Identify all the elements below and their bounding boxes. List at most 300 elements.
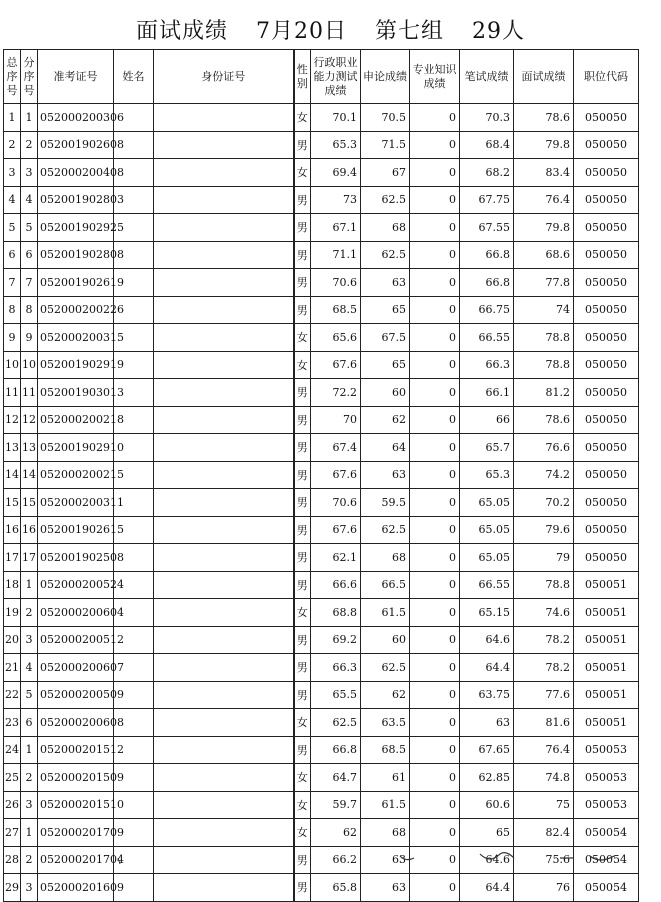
essay-score-cell: 64 — [361, 434, 410, 462]
table-row — [4, 159, 639, 187]
total-seq-cell: 5 — [4, 214, 21, 242]
table-row — [4, 489, 639, 517]
position-code-cell: 050050 — [574, 434, 639, 462]
id-number-cell — [154, 681, 294, 709]
total-seq-cell: 26 — [4, 791, 21, 819]
aptitude-score-cell: 71.1 — [311, 241, 361, 269]
gender-cell: 男 — [294, 626, 311, 654]
written-score-cell: 67.75 — [460, 186, 514, 214]
table-row — [4, 626, 639, 654]
total-seq-cell: 22 — [4, 681, 21, 709]
gender-cell: 男 — [294, 241, 311, 269]
exam-id-cell: 052000200311 — [38, 489, 114, 517]
exam-id-cell: 052001902508 — [38, 544, 114, 572]
written-score-cell: 64.4 — [460, 874, 514, 902]
position-code-cell: 050050 — [574, 269, 639, 297]
written-score-cell: 66 — [460, 406, 514, 434]
written-score-cell: 67.55 — [460, 214, 514, 242]
written-score-cell: 66.3 — [460, 351, 514, 379]
table-row — [4, 764, 639, 792]
gender-cell: 男 — [294, 131, 311, 159]
gender-cell: 男 — [294, 874, 311, 902]
exam-id-cell: 052000200408 — [38, 159, 114, 187]
total-seq-cell: 11 — [4, 379, 21, 407]
sub-seq-cell: 2 — [21, 599, 38, 627]
exam-id-cell: 052000201509 — [38, 764, 114, 792]
exam-id-cell: 052000200512 — [38, 626, 114, 654]
aptitude-score-cell: 68.5 — [311, 296, 361, 324]
position-code-cell: 050053 — [574, 791, 639, 819]
total-seq-cell: 6 — [4, 241, 21, 269]
essay-score-cell: 62 — [361, 681, 410, 709]
professional-score-cell: 0 — [410, 874, 460, 902]
id-number-cell — [154, 544, 294, 572]
aptitude-score-cell: 66.6 — [311, 571, 361, 599]
written-score-cell: 66.55 — [460, 571, 514, 599]
essay-score-cell: 61.5 — [361, 791, 410, 819]
aptitude-score-cell: 67.6 — [311, 461, 361, 489]
gender-cell: 男 — [294, 681, 311, 709]
id-number-cell — [154, 241, 294, 269]
aptitude-score-cell: 68.8 — [311, 599, 361, 627]
gender-cell: 女 — [294, 791, 311, 819]
sub-seq-cell: 14 — [21, 461, 38, 489]
essay-score-cell: 59.5 — [361, 489, 410, 517]
table-row — [4, 241, 639, 269]
professional-score-cell: 0 — [410, 379, 460, 407]
id-number-cell — [154, 434, 294, 462]
id-number-cell — [154, 764, 294, 792]
exam-id-cell: 052000200509 — [38, 681, 114, 709]
interview-score-cell: 78.8 — [514, 351, 574, 379]
id-number-cell — [154, 406, 294, 434]
aptitude-score-cell: 65.5 — [311, 681, 361, 709]
gender-cell: 女 — [294, 709, 311, 737]
essay-score-cell: 60 — [361, 626, 410, 654]
hdr-interview-score: 面试成绩 — [514, 50, 574, 104]
total-seq-cell: 15 — [4, 489, 21, 517]
id-number-cell — [154, 571, 294, 599]
essay-score-cell: 62.5 — [361, 186, 410, 214]
interview-score-cell: 77.8 — [514, 269, 574, 297]
sub-seq-cell: 3 — [21, 791, 38, 819]
professional-score-cell: 0 — [410, 819, 460, 847]
sub-seq-cell: 1 — [21, 571, 38, 599]
exam-id-cell: 052000200315 — [38, 324, 114, 352]
hdr-professional-score: 专业知识成绩 — [410, 50, 460, 104]
table-row — [4, 681, 639, 709]
table-header-row — [4, 50, 639, 104]
professional-score-cell: 0 — [410, 489, 460, 517]
aptitude-score-cell: 65.8 — [311, 874, 361, 902]
essay-score-cell: 62 — [361, 406, 410, 434]
exam-id-cell: 052000200218 — [38, 406, 114, 434]
interview-score-cell: 83.4 — [514, 159, 574, 187]
professional-score-cell: 0 — [410, 351, 460, 379]
gender-cell: 男 — [294, 269, 311, 297]
aptitude-score-cell: 59.7 — [311, 791, 361, 819]
id-number-cell — [154, 791, 294, 819]
essay-score-cell: 68.5 — [361, 736, 410, 764]
page-title — [0, 14, 661, 45]
total-seq-cell: 12 — [4, 406, 21, 434]
aptitude-score-cell: 70.6 — [311, 269, 361, 297]
position-code-cell: 050053 — [574, 736, 639, 764]
position-code-cell: 050050 — [574, 461, 639, 489]
sub-seq-cell: 1 — [21, 736, 38, 764]
position-code-cell: 050050 — [574, 296, 639, 324]
essay-score-cell: 62.5 — [361, 241, 410, 269]
sub-seq-cell: 1 — [21, 104, 38, 132]
interview-score-cell: 70.2 — [514, 489, 574, 517]
sub-seq-cell: 15 — [21, 489, 38, 517]
sub-seq-cell: 3 — [21, 159, 38, 187]
aptitude-score-cell: 67.6 — [311, 351, 361, 379]
position-code-cell: 050051 — [574, 681, 639, 709]
position-code-cell: 050051 — [574, 626, 639, 654]
sub-seq-cell: 17 — [21, 544, 38, 572]
essay-score-cell: 65 — [361, 296, 410, 324]
total-seq-cell: 13 — [4, 434, 21, 462]
written-score-cell: 68.2 — [460, 159, 514, 187]
professional-score-cell: 0 — [410, 736, 460, 764]
exam-id-cell: 052001902619 — [38, 269, 114, 297]
id-number-cell — [154, 324, 294, 352]
id-number-cell — [154, 874, 294, 902]
sub-seq-cell: 10 — [21, 351, 38, 379]
position-code-cell: 050050 — [574, 324, 639, 352]
total-seq-cell: 18 — [4, 571, 21, 599]
aptitude-score-cell: 73 — [311, 186, 361, 214]
aptitude-score-cell: 70 — [311, 406, 361, 434]
id-number-cell — [154, 159, 294, 187]
professional-score-cell: 0 — [410, 131, 460, 159]
table-row — [4, 736, 639, 764]
score-table — [3, 49, 639, 902]
exam-id-cell: 052001902910 — [38, 434, 114, 462]
essay-score-cell: 61.5 — [361, 599, 410, 627]
table-row — [4, 351, 639, 379]
written-score-cell: 60.6 — [460, 791, 514, 819]
essay-score-cell: 63 — [361, 846, 410, 874]
gender-cell: 女 — [294, 104, 311, 132]
professional-score-cell: 0 — [410, 461, 460, 489]
sub-seq-cell: 4 — [21, 186, 38, 214]
interview-score-cell: 74.8 — [514, 764, 574, 792]
interview-score-cell: 68.6 — [514, 241, 574, 269]
sub-seq-cell: 1 — [21, 819, 38, 847]
written-score-cell: 66.75 — [460, 296, 514, 324]
id-number-cell — [154, 516, 294, 544]
exam-id-cell: 052000201512 — [38, 736, 114, 764]
position-code-cell: 050054 — [574, 874, 639, 902]
sub-seq-cell: 8 — [21, 296, 38, 324]
interview-score-cell: 79.6 — [514, 516, 574, 544]
sub-seq-cell: 2 — [21, 131, 38, 159]
interview-score-cell: 74.6 — [514, 599, 574, 627]
total-seq-cell: 21 — [4, 654, 21, 682]
position-code-cell: 050050 — [574, 351, 639, 379]
exam-id-cell: 052000200215 — [38, 461, 114, 489]
table-row — [4, 599, 639, 627]
exam-id-cell: 052000200306 — [38, 104, 114, 132]
gender-cell: 女 — [294, 599, 311, 627]
exam-id-cell: 052000200604 — [38, 599, 114, 627]
gender-cell: 男 — [294, 379, 311, 407]
written-score-cell: 65.15 — [460, 599, 514, 627]
position-code-cell: 050050 — [574, 489, 639, 517]
aptitude-score-cell: 66.8 — [311, 736, 361, 764]
interview-score-cell: 76.4 — [514, 186, 574, 214]
table-row — [4, 131, 639, 159]
position-code-cell: 050050 — [574, 241, 639, 269]
id-number-cell — [154, 819, 294, 847]
gender-cell: 男 — [294, 516, 311, 544]
table-body — [4, 104, 639, 902]
interview-score-cell: 78.8 — [514, 571, 574, 599]
position-code-cell: 050051 — [574, 709, 639, 737]
table-row — [4, 791, 639, 819]
written-score-cell: 64.4 — [460, 654, 514, 682]
gender-cell: 男 — [294, 654, 311, 682]
written-score-cell: 63 — [460, 709, 514, 737]
exam-id-cell: 052000201709 — [38, 819, 114, 847]
total-seq-cell: 10 — [4, 351, 21, 379]
professional-score-cell: 0 — [410, 654, 460, 682]
sub-seq-cell: 2 — [21, 764, 38, 792]
hdr-essay-score: 申论成绩 — [361, 50, 410, 104]
interview-score-cell: 74 — [514, 296, 574, 324]
gender-cell: 女 — [294, 351, 311, 379]
sub-seq-cell: 6 — [21, 709, 38, 737]
gender-cell: 女 — [294, 324, 311, 352]
written-score-cell: 66.8 — [460, 269, 514, 297]
position-code-cell: 050054 — [574, 819, 639, 847]
essay-score-cell: 70.5 — [361, 104, 410, 132]
essay-score-cell: 63 — [361, 874, 410, 902]
written-score-cell: 65.7 — [460, 434, 514, 462]
written-score-cell: 68.4 — [460, 131, 514, 159]
sub-seq-cell: 7 — [21, 269, 38, 297]
total-seq-cell: 4 — [4, 186, 21, 214]
gender-cell: 男 — [294, 406, 311, 434]
written-score-cell: 65.3 — [460, 461, 514, 489]
professional-score-cell: 0 — [410, 709, 460, 737]
position-code-cell: 050051 — [574, 599, 639, 627]
position-code-cell: 050051 — [574, 571, 639, 599]
written-score-cell: 65.05 — [460, 489, 514, 517]
title-group: 第七组 — [375, 19, 445, 44]
table-row — [4, 379, 639, 407]
interview-score-cell: 78.6 — [514, 104, 574, 132]
professional-score-cell: 0 — [410, 406, 460, 434]
table-row — [4, 874, 639, 902]
table-row — [4, 709, 639, 737]
hdr-written-score: 笔试成绩 — [460, 50, 514, 104]
total-seq-cell: 14 — [4, 461, 21, 489]
professional-score-cell: 0 — [410, 544, 460, 572]
professional-score-cell: 0 — [410, 269, 460, 297]
hdr-aptitude-score: 行政职业能力测试成绩 — [311, 50, 361, 104]
essay-score-cell: 62.5 — [361, 654, 410, 682]
essay-score-cell: 66.5 — [361, 571, 410, 599]
professional-score-cell: 0 — [410, 626, 460, 654]
professional-score-cell: 0 — [410, 846, 460, 874]
position-code-cell: 050050 — [574, 544, 639, 572]
interview-score-cell: 78.2 — [514, 654, 574, 682]
written-score-cell: 70.3 — [460, 104, 514, 132]
table-row — [4, 461, 639, 489]
professional-score-cell: 0 — [410, 296, 460, 324]
written-score-cell: 65 — [460, 819, 514, 847]
id-number-cell — [154, 351, 294, 379]
hdr-id-number: 身份证号 — [154, 50, 294, 104]
written-score-cell: 67.65 — [460, 736, 514, 764]
sub-seq-cell: 3 — [21, 626, 38, 654]
sub-seq-cell: 12 — [21, 406, 38, 434]
exam-id-cell: 052001902919 — [38, 351, 114, 379]
interview-score-cell: 75 — [514, 791, 574, 819]
essay-score-cell: 61 — [361, 764, 410, 792]
hdr-gender: 性别 — [294, 50, 311, 104]
professional-score-cell: 0 — [410, 104, 460, 132]
id-number-cell — [154, 654, 294, 682]
interview-score-cell: 79 — [514, 544, 574, 572]
exam-id-cell: 052000201609 — [38, 874, 114, 902]
gender-cell: 男 — [294, 544, 311, 572]
id-number-cell — [154, 131, 294, 159]
aptitude-score-cell: 70.6 — [311, 489, 361, 517]
written-score-cell: 66.55 — [460, 324, 514, 352]
essay-score-cell: 63 — [361, 269, 410, 297]
written-score-cell: 64.6 — [460, 846, 514, 874]
exam-id-cell: 052000200226 — [38, 296, 114, 324]
aptitude-score-cell: 65.6 — [311, 324, 361, 352]
position-code-cell: 050050 — [574, 516, 639, 544]
essay-score-cell: 68 — [361, 214, 410, 242]
interview-score-cell: 76.4 — [514, 736, 574, 764]
position-code-cell: 050050 — [574, 406, 639, 434]
interview-score-cell: 81.6 — [514, 709, 574, 737]
professional-score-cell: 0 — [410, 681, 460, 709]
essay-score-cell: 71.5 — [361, 131, 410, 159]
table-row — [4, 296, 639, 324]
gender-cell: 男 — [294, 214, 311, 242]
professional-score-cell: 0 — [410, 434, 460, 462]
exam-id-cell: 052000200524 — [38, 571, 114, 599]
table-row — [4, 654, 639, 682]
professional-score-cell: 0 — [410, 571, 460, 599]
exam-id-cell: 052001902608 — [38, 131, 114, 159]
sub-seq-cell: 6 — [21, 241, 38, 269]
position-code-cell: 050050 — [574, 159, 639, 187]
sub-seq-cell: 5 — [21, 214, 38, 242]
interview-score-cell: 76.6 — [514, 434, 574, 462]
title-date: 7月20日 — [256, 19, 347, 44]
aptitude-score-cell: 66.2 — [311, 846, 361, 874]
essay-score-cell: 63.5 — [361, 709, 410, 737]
hdr-name: 姓名 — [114, 50, 154, 104]
total-seq-cell: 1 — [4, 104, 21, 132]
professional-score-cell: 0 — [410, 214, 460, 242]
id-number-cell — [154, 626, 294, 654]
table-row — [4, 269, 639, 297]
id-number-cell — [154, 379, 294, 407]
hdr-exam-id: 准考证号 — [38, 50, 114, 104]
aptitude-score-cell: 65.3 — [311, 131, 361, 159]
sub-seq-cell: 16 — [21, 516, 38, 544]
total-seq-cell: 3 — [4, 159, 21, 187]
exam-id-cell: 052001902925 — [38, 214, 114, 242]
table-row — [4, 571, 639, 599]
id-number-cell — [154, 186, 294, 214]
interview-score-cell: 76 — [514, 874, 574, 902]
total-seq-cell: 29 — [4, 874, 21, 902]
exam-id-cell: 052001903013 — [38, 379, 114, 407]
aptitude-score-cell: 62 — [311, 819, 361, 847]
position-code-cell: 050050 — [574, 131, 639, 159]
essay-score-cell: 68 — [361, 544, 410, 572]
essay-score-cell: 65 — [361, 351, 410, 379]
title-count: 29人 — [472, 19, 526, 44]
professional-score-cell: 0 — [410, 241, 460, 269]
total-seq-cell: 28 — [4, 846, 21, 874]
interview-score-cell: 79.8 — [514, 131, 574, 159]
table-row — [4, 544, 639, 572]
table-row — [4, 214, 639, 242]
id-number-cell — [154, 461, 294, 489]
hdr-sub-seq: 分序号 — [21, 50, 38, 104]
total-seq-cell: 20 — [4, 626, 21, 654]
written-score-cell: 63.75 — [460, 681, 514, 709]
id-number-cell — [154, 296, 294, 324]
id-number-cell — [154, 104, 294, 132]
aptitude-score-cell: 62.5 — [311, 709, 361, 737]
interview-score-cell: 77.6 — [514, 681, 574, 709]
sub-seq-cell: 5 — [21, 681, 38, 709]
aptitude-score-cell: 69.2 — [311, 626, 361, 654]
sub-seq-cell: 11 — [21, 379, 38, 407]
id-number-cell — [154, 489, 294, 517]
total-seq-cell: 23 — [4, 709, 21, 737]
interview-score-cell: 78.8 — [514, 324, 574, 352]
total-seq-cell: 17 — [4, 544, 21, 572]
total-seq-cell: 19 — [4, 599, 21, 627]
interview-score-cell: 78.6 — [514, 406, 574, 434]
total-seq-cell: 27 — [4, 819, 21, 847]
interview-score-cell: 79.8 — [514, 214, 574, 242]
exam-id-cell: 052000200608 — [38, 709, 114, 737]
interview-score-cell: 81.2 — [514, 379, 574, 407]
position-code-cell: 050050 — [574, 379, 639, 407]
table-row — [4, 434, 639, 462]
professional-score-cell: 0 — [410, 159, 460, 187]
position-code-cell: 050051 — [574, 654, 639, 682]
position-code-cell: 050054 — [574, 846, 639, 874]
aptitude-score-cell: 67.4 — [311, 434, 361, 462]
aptitude-score-cell: 67.6 — [311, 516, 361, 544]
gender-cell: 男 — [294, 489, 311, 517]
professional-score-cell: 0 — [410, 324, 460, 352]
gender-cell: 男 — [294, 571, 311, 599]
sub-seq-cell: 2 — [21, 846, 38, 874]
total-seq-cell: 9 — [4, 324, 21, 352]
professional-score-cell: 0 — [410, 791, 460, 819]
exam-id-cell: 052001902803 — [38, 186, 114, 214]
sub-seq-cell: 3 — [21, 874, 38, 902]
handwriting-marks — [0, 850, 661, 868]
exam-id-cell: 052000201510 — [38, 791, 114, 819]
